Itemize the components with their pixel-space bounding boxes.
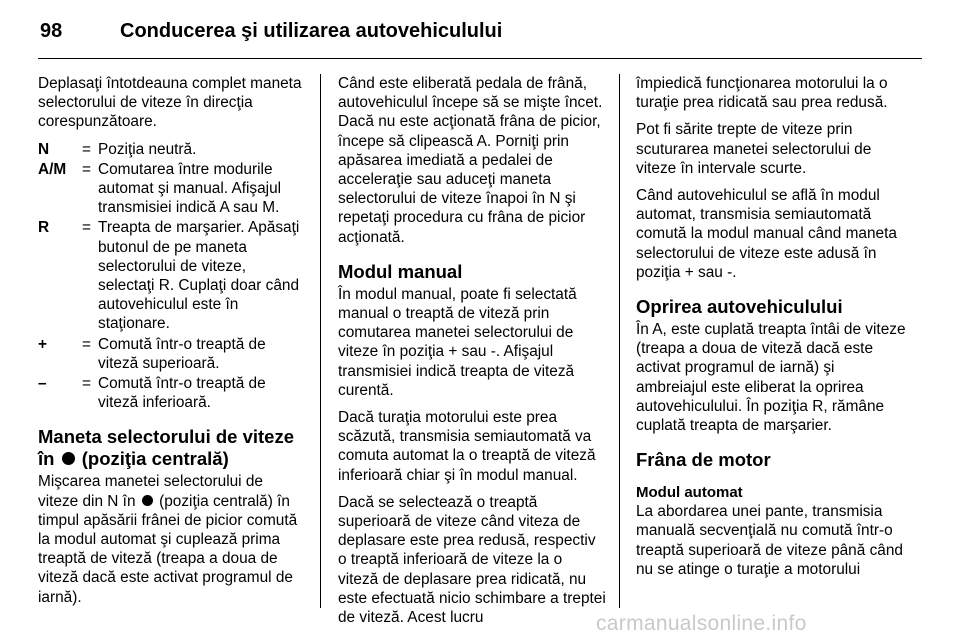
- paragraph: Dacă se selectează o treaptă superioară de viteze când viteza de deplasare este prea redusă, respectiv o treaptă inferioară de viteze la o viteză de deplasare prea ridicată, nu este efectuată nicio schimbare a treptei de viteză. Acest lucru: [338, 493, 606, 627]
- subheading: Modul automat: [636, 484, 743, 502]
- definition-list: [38, 140, 306, 413]
- definition-desc: Comută într-o treaptă de viteză superioară.: [98, 335, 266, 372]
- column-divider: [619, 74, 620, 608]
- column-divider: [320, 74, 321, 608]
- column-1: [38, 74, 306, 615]
- paragraph: În A, este cuplată treapta întâi de viteze (treapa a doua de viteză dacă este activat programul de iarnă) şi ambreiajul este eliberat la oprirea autovehiculului. În poziţia R, rămâne cuplată treapta de marşarier.: [636, 321, 906, 435]
- definition-row: [38, 335, 306, 373]
- heading-text: Maneta selectorului de viteze în: [38, 426, 295, 470]
- paragraph-text: (poziţia centrală) în timpul apăsării frânei de picior comută la modul automat şi cuplează prima treaptă de viteză (treapa a doua de viteză dacă este activat programul de iarnă).: [38, 492, 298, 606]
- paragraph: împiedică funcţionarea motorului la o turaţie prea ridicată sau prea redusă.: [636, 75, 888, 112]
- definition-row: [38, 160, 306, 218]
- column-3: [636, 74, 906, 587]
- definition-term: A/M: [38, 160, 67, 178]
- intro-paragraph: Deplasaţi întotdeauna complet maneta selectorului de viteze în direcţia corespunzătoare.: [38, 75, 302, 131]
- paragraph: Când este eliberată pedala de frână, autovehiculul începe să se mişte încet. Dacă nu este acţionată frâna de picior, începe să clipească A. Porniţi prin apăsarea imediată a pedalei de acceleraţie sau aduceţi maneta selectorului de viteze înapoi în N şi repetaţi procedura cu frâna de picior acţionată.: [338, 75, 603, 246]
- paragraph: În modul manual, poate fi selectată manual o treaptă de viteză prin comutarea manetei selectorului de viteze în poziţia + sau -. Afişajul transmisiei indică treapta de viteză curentă.: [338, 285, 577, 399]
- center-position-dot-icon: [62, 452, 75, 465]
- section-heading: Oprirea autovehiculului: [636, 296, 843, 318]
- definition-row: [38, 374, 306, 412]
- center-position-dot-icon: [142, 495, 153, 506]
- definition-equals: =: [82, 140, 91, 158]
- definition-row: [38, 218, 306, 333]
- definition-equals: =: [82, 335, 91, 353]
- definition-desc: Comutarea între modurile automat şi manual. Afişajul transmisiei indică A sau M.: [98, 160, 282, 217]
- paragraph: Când autovehiculul se află în modul automat, transmisia semiautomată comută la modul manual când maneta selectorului de viteze este adusă în poziţia + sau -.: [636, 187, 897, 281]
- heading-text: (poziţia centrală): [81, 448, 229, 470]
- definition-equals: =: [82, 219, 91, 237]
- definition-term: +: [38, 335, 47, 353]
- definition-desc: Poziţia neutră.: [98, 140, 197, 158]
- page-number: 98: [40, 20, 63, 42]
- section-heading: Modul manual: [338, 260, 463, 282]
- section-heading: [38, 426, 306, 470]
- section-heading: Frâna de motor: [636, 449, 771, 471]
- definition-desc: Comută într-o treaptă de viteză inferioară.: [98, 375, 266, 412]
- watermark: carmanualsonline.info: [596, 612, 807, 635]
- column-2: [338, 74, 606, 635]
- paragraph: La abordarea unei pante, transmisia manuală secvenţială nu comută într-o treaptă superioară de viteze până când nu se atinge o turaţie a motorului: [636, 503, 903, 578]
- definition-desc: Treapta de marşarier. Apăsaţi butonul de pe maneta selectorului de viteze, selectaţi R. Cuplaţi doar când autovehiculul este în staţionare.: [98, 219, 300, 333]
- page-title: Conducerea şi utilizarea autovehiculului: [120, 20, 503, 42]
- definition-equals: =: [82, 160, 91, 178]
- definition-term: R: [38, 219, 50, 237]
- paragraph: Pot fi sărite trepte de viteze prin scuturarea manetei selectorului de viteze în intervale scurte.: [636, 121, 872, 177]
- paragraph: [38, 472, 306, 606]
- header-rule: [38, 58, 922, 59]
- paragraph: Dacă turaţia motorului este prea scăzută, transmisia semiautomată va comuta automat la o treaptă de viteză inferioară chiar şi în modul manual.: [338, 409, 596, 484]
- definition-term: –: [38, 375, 47, 393]
- page-header: [0, 0, 960, 52]
- definition-term: N: [38, 140, 50, 158]
- paragraph-text: Mişcarea manetei selectorului de viteze din N în: [38, 473, 263, 510]
- definition-row: [38, 140, 306, 159]
- definition-equals: =: [82, 375, 91, 393]
